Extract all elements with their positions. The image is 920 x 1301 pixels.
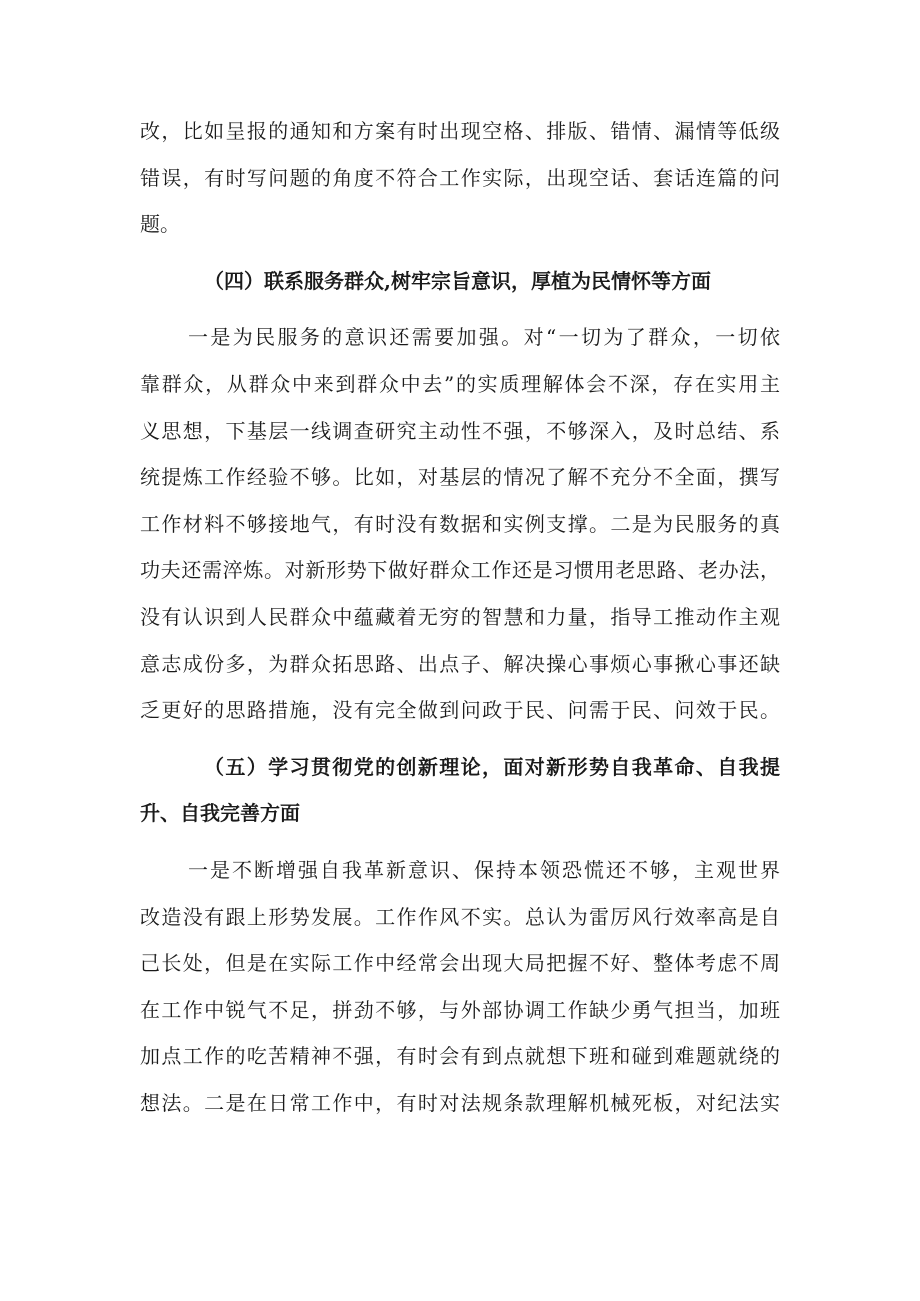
section-heading-5 <box>140 744 780 837</box>
text-line: 己长处，但是在实际工作中经常会出现大局把握不好、整体考虑不周 <box>140 951 780 976</box>
spacer <box>140 248 780 258</box>
text-line: 题。 <box>140 212 180 237</box>
paragraph-4 <box>140 314 780 733</box>
heading-line: 升、自我完善方面 <box>140 801 300 826</box>
text-line: 统提炼工作经验不够。比如，对基层的情况了解不充分不全面，撰写 <box>140 465 780 490</box>
paragraph-5 <box>140 847 780 1127</box>
text-line: 工作材料不够接地气，有时没有数据和实例支撑。二是为民服务的真 <box>140 511 780 536</box>
text-line: 在工作中锐气不足，拼劲不够，与外部协调工作缺少勇气担当，加班 <box>140 997 780 1022</box>
text-line: 乏更好的思路措施，没有完全做到问政于民、问需于民、问效于民。 <box>140 698 780 723</box>
paragraph-continuation <box>140 108 780 248</box>
text-line: 义思想，下基层一线调查研究主动性不强，不够深入，及时总结、系 <box>140 418 780 443</box>
heading-line: （五）学习贯彻党的创新理论，面对新形势自我革命、自我提 <box>204 754 780 779</box>
text-line: 改，比如呈报的通知和方案有时出现空格、排版、错情、漏情等低级 <box>140 119 780 143</box>
text-line: 错误，有时写问题的角度不符合工作实际，出现空话、套话连篇的问 <box>140 165 780 190</box>
text-line: 一是不断增强自我革新意识、保持本领恐慌还不够，主观世界 <box>188 857 780 882</box>
text-line: 改造没有跟上形势发展。工作作风不实。总认为雷厉风行效率高是自 <box>140 904 780 929</box>
heading-line: （四）联系服务群众,树牢宗旨意识，厚植为民情怀等方面 <box>204 268 711 293</box>
document-page <box>140 108 780 1126</box>
spacer <box>140 304 780 314</box>
spacer <box>140 734 780 744</box>
text-line: 功夫还需淬炼。对新形势下做好群众工作还是习惯用老思路、老办法， <box>140 558 780 583</box>
text-line: 想法。二是在日常工作中，有时对法规条款理解机械死板，对纪法实 <box>140 1090 780 1115</box>
text-line: 靠群众，从群众中来到群众中去”的实质理解体会不深，存在实用主 <box>140 371 780 396</box>
text-line: 没有认识到人民群众中蕴藏着无穷的智慧和力量，指导工推动作主观 <box>140 604 780 629</box>
text-line: 一是为民服务的意识还需要加强。对“一切为了群众，一切依 <box>188 325 780 350</box>
text-line: 意志成份多，为群众拓思路、出点子、解决操心事烦心事揪心事还缺 <box>140 651 780 676</box>
spacer <box>140 837 780 847</box>
text-line: 加点工作的吃苦精神不强，有时会有到点就想下班和碰到难题就绕的 <box>140 1044 780 1069</box>
section-heading-4 <box>140 258 780 305</box>
